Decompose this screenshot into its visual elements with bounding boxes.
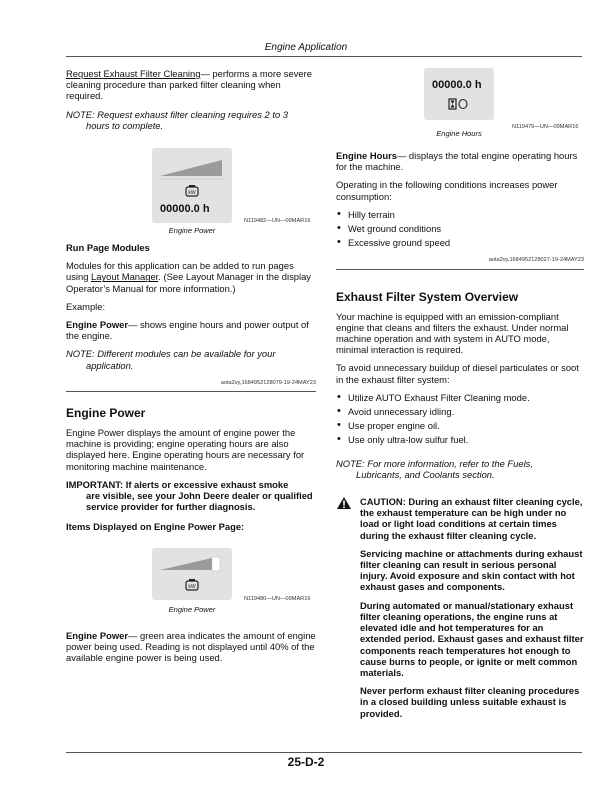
warning-triangle-icon	[336, 496, 352, 510]
request-cleaning-paragraph	[66, 68, 316, 102]
figure-id: N119480—UN—09MAR16	[244, 595, 311, 602]
green-area-desc: — green area indicates the amount of engine power being used. Reading is not displayed until 40% of the available engine power is being used.	[66, 629, 316, 664]
engine-hours-readout: 00000.0 h	[160, 203, 210, 216]
engine-power-heading: Engine Power	[66, 406, 146, 421]
important-notice	[66, 479, 316, 513]
list-item: • Hilly terrain	[336, 209, 584, 220]
hourglass-icon	[448, 98, 470, 110]
engine-power-module-graphic	[152, 148, 232, 223]
caution-paragraph: Never perform exhaust filter cleaning procedures in a closed building unless suitable exhaust is provided.	[360, 685, 580, 719]
note-line: hours to complete.	[86, 119, 164, 131]
engine-power-figure-2	[66, 540, 316, 630]
exhaust-overview-heading: Exhaust Filter System Overview	[336, 289, 519, 304]
svg-text:kW: kW	[188, 583, 196, 590]
note-fuels	[336, 458, 584, 480]
engine-hours-module-graphic	[424, 68, 494, 120]
engine-hours-readout: 00000.0 h	[432, 79, 482, 91]
figure-caption: Engine Power	[168, 604, 216, 614]
note-line: application.	[86, 359, 134, 371]
caution-paragraph: CAUTION: During an exhaust filter cleaning cycle, the exhaust temperature can be high under no load or light load conditions at certain times during the exhaust filter cleaning cycle.	[360, 496, 583, 541]
caution-block	[336, 496, 584, 719]
page-number: 25-D-2	[287, 755, 325, 769]
power-bar-icon	[152, 548, 232, 600]
important-line: IMPORTANT: If alerts or excessive exhaust smoke	[66, 478, 289, 490]
engine-power-desc: — shows engine hours and power output of the engine.	[66, 319, 309, 342]
note-line: NOTE: Request exhaust filter cleaning requires 2 to 3	[66, 108, 288, 120]
green-area-definition	[66, 630, 316, 664]
list-item: • Utilize AUTO Exhaust Filter Cleaning mode.	[336, 392, 584, 403]
engine-power-term: Engine Power	[66, 629, 128, 641]
figure-id: N119479—UN—09MAR16	[512, 124, 579, 130]
figure-caption: Engine Hours	[436, 129, 482, 138]
note-line: NOTE: Different modules can be available for your	[66, 348, 276, 360]
svg-text:kW: kW	[188, 190, 196, 197]
avoid-buildup-list	[336, 392, 584, 446]
footer-rule	[66, 752, 582, 753]
note-line: NOTE: For more information, refer to the Fuels,	[336, 457, 533, 469]
list-item: • Excessive ground speed	[336, 237, 584, 248]
engine-power-figure-1	[66, 138, 316, 238]
left-column	[66, 68, 316, 670]
consumption-intro: Operating in the following conditions increases power consumption:	[336, 179, 558, 202]
engine-hours-figure	[336, 62, 584, 142]
list-item: • Wet ground conditions	[336, 223, 584, 234]
list-item: • Avoid unnecessary idling.	[336, 406, 584, 417]
engine-kw-icon	[184, 578, 200, 592]
engine-power-term: Engine Power	[66, 319, 128, 331]
right-column	[336, 62, 584, 726]
reference-code: aota2vy,1684952128027-19-24MAY23	[336, 255, 584, 269]
engine-hours-desc: — displays the total engine operating hours for the machine.	[336, 150, 578, 173]
list-item: • Use only ultra-low sulfur fuel.	[336, 434, 584, 445]
conditions-list	[336, 209, 584, 249]
figure-caption: Engine Power	[168, 226, 216, 236]
avoid-buildup-intro: To avoid unnecessary buildup of diesel particulates or soot in the exhaust filter system:	[336, 362, 579, 385]
note-line: Lubricants, and Coolants section.	[356, 468, 495, 480]
important-line: are visible, see your John Deere dealer or qualified service provider for further diagnosis.	[86, 490, 313, 513]
figure-id: N119482—UN—09MAR16	[244, 218, 311, 225]
items-displayed-heading: Items Displayed on Engine Power Page:	[66, 521, 245, 533]
run-modules-text: . (See Layout Manager in the display Operator’s Manual for more information.)	[66, 271, 311, 294]
engine-power-definition	[66, 319, 316, 341]
exhaust-overview-paragraph: Your machine is equipped with an emission-compliant engine that cleans and filters the exhaust. Under normal machine operation and with system in AUTO mode, minimal interaction is required.	[336, 310, 569, 356]
engine-hours-term: Engine Hours	[336, 150, 397, 161]
note-cleaning-time	[66, 109, 316, 131]
run-modules-paragraph	[66, 260, 316, 294]
header-rule	[66, 56, 582, 57]
engine-power-bar-graphic	[152, 548, 232, 600]
engine-hours-definition	[336, 150, 584, 172]
example-label: Example:	[66, 300, 106, 312]
caution-paragraph: Servicing machine or attachments during exhaust filter cleaning can result in serious personal injury. Avoid exposure and skin contact with hot exhaust gases and components.	[360, 547, 583, 593]
request-cleaning-text: — performs a more severe cleaning procedure than parked filter cleaning when required.	[66, 68, 312, 102]
running-header: Engine Application	[264, 42, 348, 53]
layout-manager-link[interactable]: Layout Manager	[91, 271, 159, 283]
request-cleaning-link[interactable]: Request Exhaust Filter Cleaning	[66, 68, 201, 79]
engine-kw-icon	[184, 184, 200, 198]
engine-power-paragraph: Engine Power displays the amount of engine power the machine is providing; engine operating hours are also displayed here. Engine operating hours are necessary for monitoring machine maintenance.	[66, 427, 305, 472]
run-modules-heading: Run Page Modules	[66, 242, 150, 254]
caution-paragraph: During automated or manual/stationary exhaust filter cleaning operations, the engine runs at elevated idle and hot temperatures for an extended period. Exhaust gases and exhaust filter components reach temperatures hot enough to cause burns to people, or ignite or melt common materials.	[360, 599, 584, 678]
note-modules	[66, 348, 316, 370]
run-modules-text: Modules for this application can be added to run pages using	[66, 260, 294, 283]
list-item: • Use proper engine oil.	[336, 420, 584, 431]
reference-code: aota2vy,1684952128079-19-24MAY23	[66, 378, 316, 392]
